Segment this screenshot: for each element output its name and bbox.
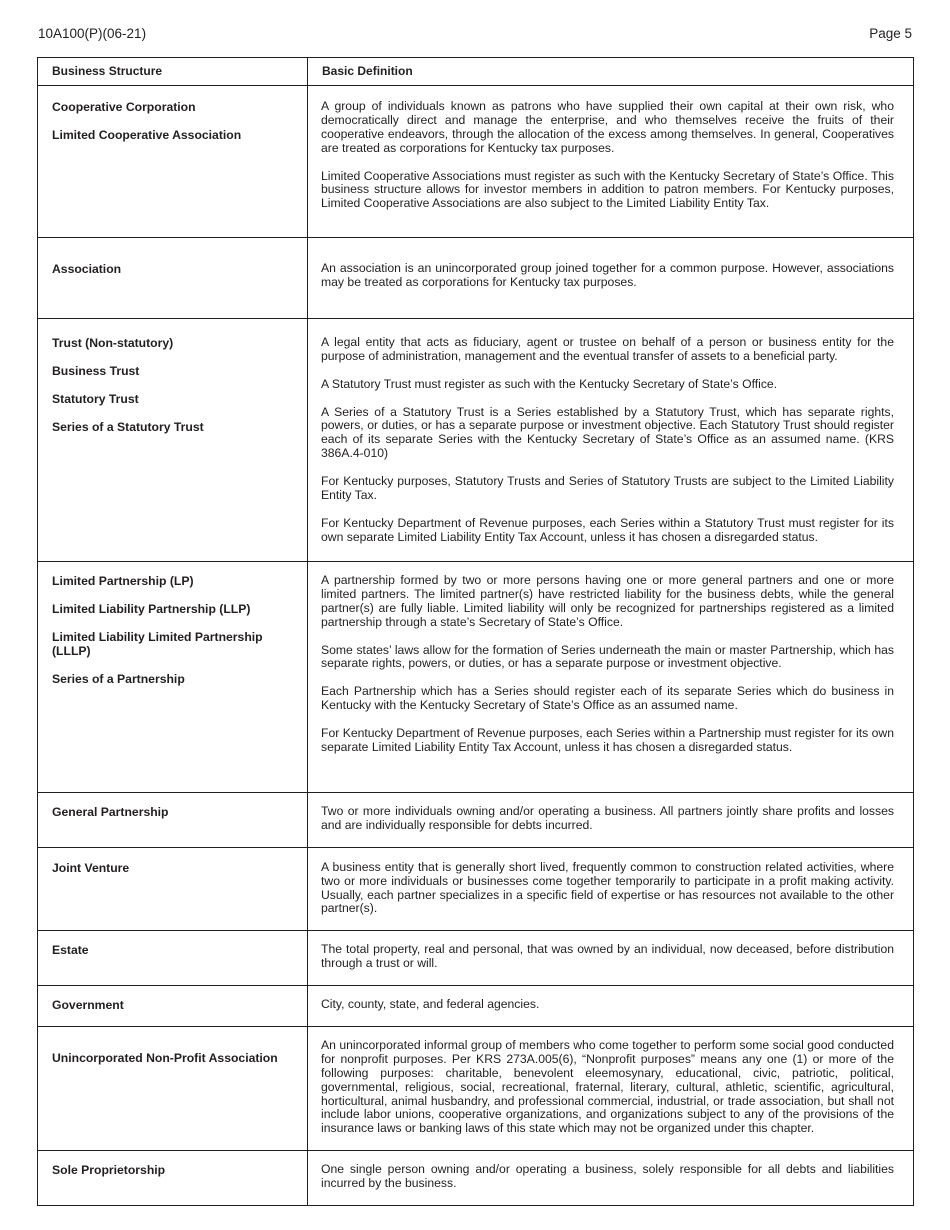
structure-name: Business Trust	[52, 364, 140, 378]
structure-name: Trust (Non-statutory)	[52, 336, 174, 350]
definition-paragraph: One single person owning and/or operating a business, solely responsible for all debts and liabilities incurred by the business.	[321, 1162, 894, 1191]
structure-name: Estate	[52, 943, 89, 958]
business-structure-table	[37, 57, 914, 1206]
structure-cell	[38, 86, 308, 238]
structure-cell	[38, 793, 308, 848]
definition-paragraph: For Kentucky purposes, Statutory Trusts and Series of Statutory Trusts are subject to the Limited Liability Entity Tax.	[321, 474, 894, 502]
table-row	[38, 86, 914, 238]
definition-paragraph: Two or more individuals owning and/or operating a business. All partners jointly share profits and losses and are individually responsible for debts incurred.	[321, 804, 894, 832]
definition-cell	[308, 1151, 914, 1206]
definition-cell	[308, 985, 914, 1026]
definition-paragraph: An association is an unincorporated group joined together for a common purpose. However, associations may be treated as corporations for Kentucky tax purposes.	[321, 261, 894, 289]
table-row	[38, 793, 914, 848]
structure-cell	[38, 238, 308, 319]
structure-name: Government	[52, 997, 124, 1012]
structure-cell	[38, 562, 308, 793]
structure-name: Limited Liability Limited Partnership (LLLP)	[52, 630, 263, 658]
definition-cell	[308, 931, 914, 986]
structure-cell	[38, 931, 308, 986]
structure-cell	[38, 985, 308, 1026]
table-header-row	[38, 58, 914, 86]
table-row	[38, 1026, 914, 1150]
column-header-structure: Business Structure	[38, 58, 308, 86]
definition-paragraph: A Series of a Statutory Trust is a Series established by a Statutory Trust, which has separate rights, powers, or duties, or has a separate purpose or investment objective. Each Statutory Trust should register each of its separate Series with the Kentucky Secretary of State’s Office as an assumed name. (KRS 386A.4-010)	[321, 404, 894, 461]
table-row	[38, 985, 914, 1026]
definition-paragraph: City, county, state, and federal agencies.	[321, 996, 540, 1011]
column-header-definition: Basic Definition	[308, 58, 914, 86]
definition-paragraph: The total property, real and personal, that was owned by an individual, now deceased, before distribution through a trust or will.	[321, 942, 894, 971]
structure-name: Series of a Statutory Trust	[52, 420, 204, 434]
definition-paragraph: For Kentucky Department of Revenue purposes, each Series within a Partnership must register for its own separate Limited Liability Entity Tax Account, unless it has chosen a disregarded status.	[321, 725, 894, 754]
structure-name: Limited Cooperative Association	[52, 128, 242, 142]
definition-paragraph: A partnership formed by two or more persons having one or more general partners and one or more limited partners. The limited partner(s) have restricted liability for the business debts, while the general partner(s) are fully liable. Limited liability will only be recognized for partnerships registered as a limited partnership through a state’s Secretary of State’s Office.	[321, 573, 894, 629]
definition-paragraph: An unincorporated informal group of members who come together to perform some social good conducted for nonprofit purposes. Per KRS 273A.005(6), “Nonprofit purposes” means any one (1) or more of the following purposes: charitable, benevolent eleemosynary, educational, civic, patriotic, political, governmental, religious, social, recreational, fraternal, literary, cultural, athletic, scientific, agricultural, horticultural, animal husbandry, and professional commercial, industrial, or trade association, but shall not include labor unions, cooperative organizations, and organizations subject to any of the provisions of the insurance laws or banking laws of this state which may not be organized under this chapter.	[321, 1037, 894, 1136]
structure-cell	[38, 1151, 308, 1206]
definition-paragraph: Some states’ laws allow for the formation of Series underneath the main or master Partnership, which has separate rights, powers, or duties, or has a separate purpose or investment objective.	[321, 642, 894, 671]
definition-cell	[308, 238, 914, 319]
definition-cell	[308, 562, 914, 793]
table-row	[38, 238, 914, 319]
table-row	[38, 931, 914, 986]
table-row	[38, 1151, 914, 1206]
definition-paragraph: Each Partnership which has a Series should register each of its separate Series which do business in Kentucky with the Kentucky Secretary of State’s Office as an assumed name.	[321, 684, 894, 713]
definition-cell	[308, 319, 914, 562]
structure-name: Limited Liability Partnership (LLP)	[52, 602, 251, 616]
definition-paragraph: A business entity that is generally short lived, frequently common to construction related activities, where two or more individuals or businesses come together temporarily to participate in a profit making activity. Usually, each partner specializes in a specific field of expertise or has resources not available to the other partner(s).	[321, 859, 894, 916]
structure-name: Cooperative Corporation	[52, 100, 196, 114]
definition-cell	[308, 847, 914, 931]
structure-cell	[38, 319, 308, 562]
structure-name: Statutory Trust	[52, 392, 139, 406]
table-row	[38, 319, 914, 562]
form-id: 10A100(P)(06-21)	[38, 26, 147, 41]
definition-cell	[308, 793, 914, 848]
definition-paragraph: A legal entity that acts as fiduciary, agent or trustee on behalf of a person or business entity for the purpose of administration, management and the eventual transfer of assets to a beneficial party.	[321, 335, 894, 363]
page-number: Page 5	[869, 26, 912, 41]
definition-paragraph: Limited Cooperative Associations must register as such with the Kentucky Secretary of State’s Office. This business structure allows for investor members in addition to patron members. For Kentucky purposes, Limited Cooperative Associations are also subject to the Limited Liability Entity Tax.	[321, 168, 894, 211]
structure-cell	[38, 847, 308, 931]
definition-cell	[308, 86, 914, 238]
structure-name: Unincorporated Non-Profit Association	[52, 1050, 278, 1065]
structure-name: Limited Partnership (LP)	[52, 574, 194, 588]
definition-paragraph: A Statutory Trust must register as such with the Kentucky Secretary of State’s Office.	[321, 376, 778, 391]
definition-cell	[308, 1026, 914, 1150]
structure-name: General Partnership	[52, 805, 169, 819]
definition-paragraph: A group of individuals known as patrons who have supplied their own capital at their own risk, who democratically direct and manage the enterprise, and who themselves receive the fruits of their cooperative endeavors, through the allocation of the excess among themselves. In general, Cooperatives are treated as corporations for Kentucky tax purposes.	[321, 99, 894, 155]
table-row	[38, 562, 914, 793]
structure-name: Series of a Partnership	[52, 672, 185, 686]
structure-name: Association	[52, 262, 122, 276]
definition-paragraph: For Kentucky Department of Revenue purposes, each Series within a Statutory Trust must register for its own separate Limited Liability Entity Tax Account, unless it has chosen a disregarded status.	[321, 515, 894, 544]
structure-name: Joint Venture	[52, 860, 130, 875]
structure-name: Sole Proprietorship	[52, 1163, 166, 1178]
table-row	[38, 847, 914, 931]
structure-cell	[38, 1026, 308, 1150]
